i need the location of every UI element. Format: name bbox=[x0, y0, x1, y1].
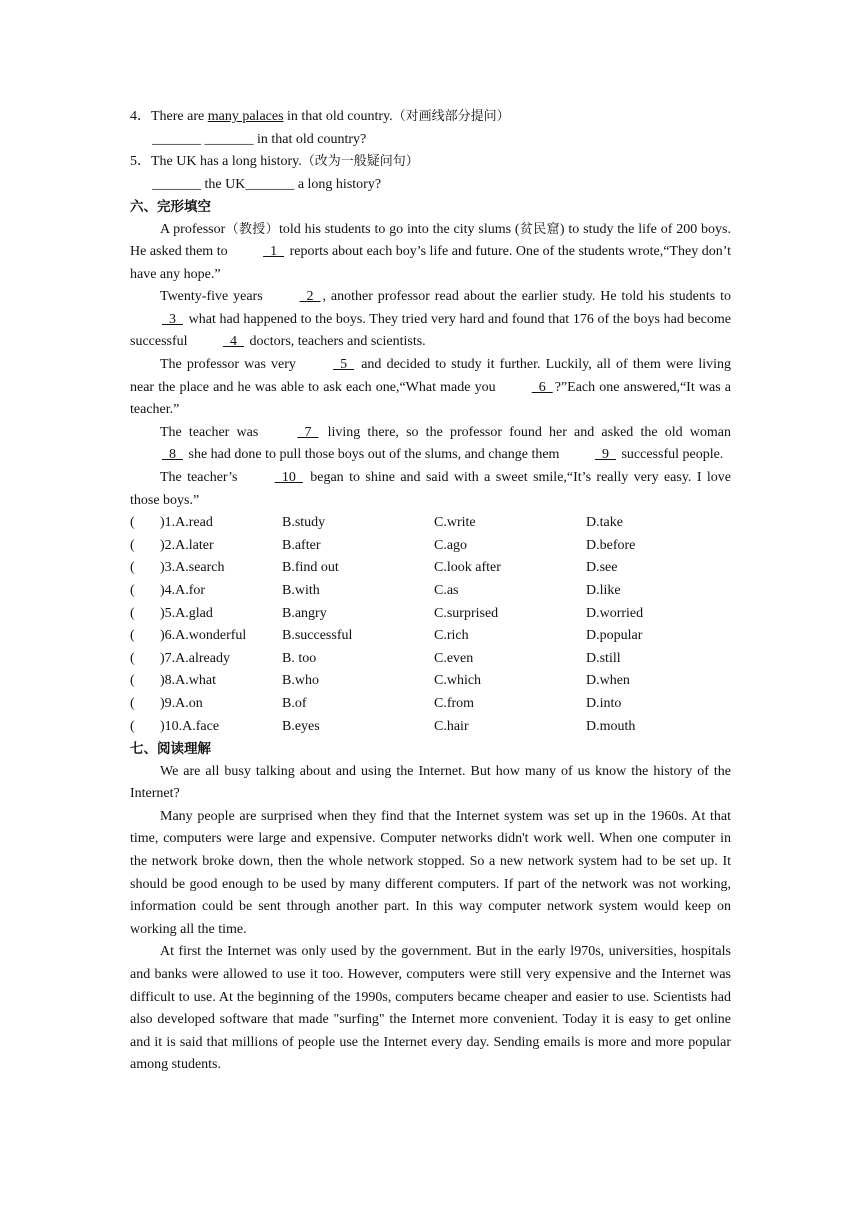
cloze-paragraph-2 bbox=[130, 286, 731, 354]
option-a: )10.A.face bbox=[160, 718, 220, 734]
option-b: B.find out bbox=[282, 560, 339, 576]
option-d: D.mouth bbox=[586, 718, 636, 734]
option-row bbox=[130, 535, 731, 558]
option-row bbox=[130, 693, 731, 716]
option-a: )6.A.wonderful bbox=[160, 628, 247, 644]
gloss: 贫民窟 bbox=[519, 221, 560, 237]
option-b: B.after bbox=[282, 537, 321, 553]
cloze-paragraph-1 bbox=[130, 219, 731, 287]
text: she had done to pull those boys out of the slums, and change them bbox=[185, 447, 563, 463]
cloze-paragraph-4 bbox=[130, 422, 731, 467]
option-c: C.surprised bbox=[434, 605, 499, 621]
text: The professor was very bbox=[160, 357, 302, 373]
cloze-paragraph-5 bbox=[130, 467, 731, 512]
option-a: )5.A.glad bbox=[160, 605, 213, 621]
exercise-4-answer: _______ _______ in that old country? bbox=[152, 131, 367, 147]
option-d: D.into bbox=[586, 695, 622, 711]
option-a: )1.A.read bbox=[160, 515, 213, 531]
text: began to shine and said with a sweet smile,“It’s really very easy. I love those boys.” bbox=[130, 470, 732, 508]
blank-5: 5 bbox=[340, 357, 348, 373]
option-row bbox=[130, 670, 731, 693]
exercise-text: in that old country. bbox=[283, 109, 393, 124]
exercise-text: The UK has a long history. bbox=[151, 154, 302, 169]
answer-paren[interactable]: ( bbox=[130, 718, 135, 734]
option-c: C.which bbox=[434, 673, 482, 689]
option-b: B.who bbox=[282, 673, 319, 689]
text: Twenty-five years bbox=[160, 289, 268, 305]
option-row bbox=[130, 648, 731, 671]
exercise-instruction: （对画线部分提问） bbox=[392, 109, 510, 124]
option-d: D.see bbox=[586, 560, 618, 576]
option-c: C.rich bbox=[434, 628, 469, 644]
option-c: C.ago bbox=[434, 537, 468, 553]
option-b: B. too bbox=[282, 650, 317, 666]
answer-paren[interactable]: ( bbox=[130, 560, 135, 576]
cloze-paragraph-3 bbox=[130, 354, 731, 422]
exercise-5 bbox=[130, 151, 731, 174]
underlined-phrase: many palaces bbox=[207, 109, 284, 124]
text: told his students to go into the city slums ( bbox=[278, 221, 520, 237]
blank-8: 8 bbox=[169, 447, 176, 463]
text: A professor bbox=[160, 221, 226, 237]
blank-2: 2 bbox=[306, 289, 314, 305]
option-b: B.with bbox=[282, 583, 320, 598]
answer-paren[interactable]: ( bbox=[130, 695, 135, 711]
gloss: （教授） bbox=[225, 221, 279, 237]
text: living there, so the professor found her and asked the old woman bbox=[320, 424, 731, 440]
answer-paren[interactable]: ( bbox=[130, 605, 135, 621]
option-row bbox=[130, 580, 731, 603]
text: ) to study the life of 200 boys. He asked them to bbox=[130, 221, 731, 260]
option-row bbox=[130, 603, 731, 626]
text: successful people. bbox=[617, 447, 724, 463]
exercise-5-answer: _______ the UK_______ a long history? bbox=[152, 176, 382, 192]
option-row bbox=[130, 557, 731, 580]
text: what had happened to the boys. They tried very hard and found that 176 of the boys had become successful bbox=[130, 311, 731, 350]
text: doctors, teachers and scientists. bbox=[246, 334, 426, 350]
option-a: )2.A.later bbox=[160, 537, 214, 553]
answer-paren[interactable]: ( bbox=[130, 650, 135, 666]
option-c: C.hair bbox=[434, 718, 469, 734]
options-list bbox=[130, 512, 731, 738]
answer-paren[interactable]: ( bbox=[130, 673, 135, 689]
text: The teacher’s bbox=[160, 470, 243, 486]
option-row bbox=[130, 716, 731, 739]
option-c: C.as bbox=[434, 583, 459, 598]
option-a: )3.A.search bbox=[160, 560, 225, 576]
text: reports about each boy’s life and future. One of the students wrote,“They don’t have any hope.” bbox=[130, 244, 731, 282]
reading-paragraph-3: At first the Internet was only used by the government. But in the early l970s, universities, hospitals and banks were allowed to use it too. However, computers were still very expensive and the Internet was difficult to use. At the beginning of the 1990s, computers became cheaper and easier to use. Scientists had also developed software that made "surfing" the Internet more convenient. Today it is easy to get online and it is said that millions of people use the Internet every day. Sending emails is more and more popular among students. bbox=[130, 944, 731, 1073]
blank-9: 9 bbox=[601, 447, 609, 463]
option-c: C.look after bbox=[434, 560, 501, 576]
option-a: )7.A.already bbox=[160, 650, 230, 666]
option-d: D.take bbox=[586, 515, 623, 531]
exercise-number: 4． bbox=[130, 109, 151, 124]
answer-paren[interactable]: ( bbox=[130, 583, 135, 598]
option-a: )9.A.on bbox=[160, 695, 203, 711]
blank-10: 10 bbox=[281, 470, 296, 486]
blank-3: 3 bbox=[169, 311, 176, 327]
option-row bbox=[130, 625, 731, 648]
reading-paragraph-2: Many people are surprised when they find that the Internet system was set up in the 1960s. At that time, computers were large and expensive. Computer networks didn't work well. When one computer in the network broke down, then the whole network stopped. So a new network system had to be set up. It should be good enough to be used by many different computers. If part of the network was not working, information could be sent through another part. In this way computer network system would keep on working all the time. bbox=[130, 808, 731, 937]
answer-paren[interactable]: ( bbox=[130, 515, 135, 531]
option-d: D.popular bbox=[586, 628, 643, 644]
option-a: )8.A.what bbox=[160, 673, 216, 689]
option-d: D.still bbox=[586, 650, 621, 666]
option-b: B.eyes bbox=[282, 718, 320, 734]
text: and decided to study it further. Luckily, all of them were living near the place and he was able to ask each one,“What made you bbox=[130, 357, 731, 395]
option-b: B.study bbox=[282, 515, 326, 531]
blank-4: 4 bbox=[230, 334, 238, 350]
option-d: D.like bbox=[586, 583, 621, 598]
worksheet-page bbox=[130, 106, 731, 1077]
text: ?”Each one answered,“It was a teacher.” bbox=[130, 379, 731, 418]
blank-1: 1 bbox=[270, 244, 278, 260]
option-row bbox=[130, 512, 731, 535]
option-c: C.from bbox=[434, 695, 475, 711]
reading-paragraph-1: We are all busy talking about and using the Internet. But how many of us know the history of the Internet? bbox=[130, 763, 731, 802]
option-b: B.successful bbox=[282, 628, 353, 644]
option-d: D.worried bbox=[586, 605, 644, 621]
exercise-text: There are bbox=[151, 109, 208, 124]
section-7-heading: 七、阅读理解 bbox=[130, 741, 211, 758]
exercise-4 bbox=[130, 106, 731, 129]
section-6-heading: 六、完形填空 bbox=[130, 199, 211, 215]
option-a: )4.A.for bbox=[160, 583, 206, 598]
answer-paren[interactable]: ( bbox=[130, 537, 135, 553]
option-b: B.angry bbox=[282, 605, 327, 621]
exercise-number: 5． bbox=[130, 154, 151, 169]
text: The teacher was bbox=[160, 424, 266, 440]
option-c: C.write bbox=[434, 515, 476, 531]
blank-7: 7 bbox=[304, 424, 312, 440]
option-c: C.even bbox=[434, 650, 474, 666]
answer-paren[interactable]: ( bbox=[130, 628, 135, 644]
option-b: B.of bbox=[282, 695, 307, 711]
option-d: D.when bbox=[586, 673, 630, 689]
option-d: D.before bbox=[586, 537, 636, 553]
exercise-instruction: （改为一般疑问句） bbox=[301, 154, 419, 169]
text: , another professor read about the earlier study. He told his students to bbox=[322, 289, 731, 305]
blank-6: 6 bbox=[538, 379, 546, 395]
